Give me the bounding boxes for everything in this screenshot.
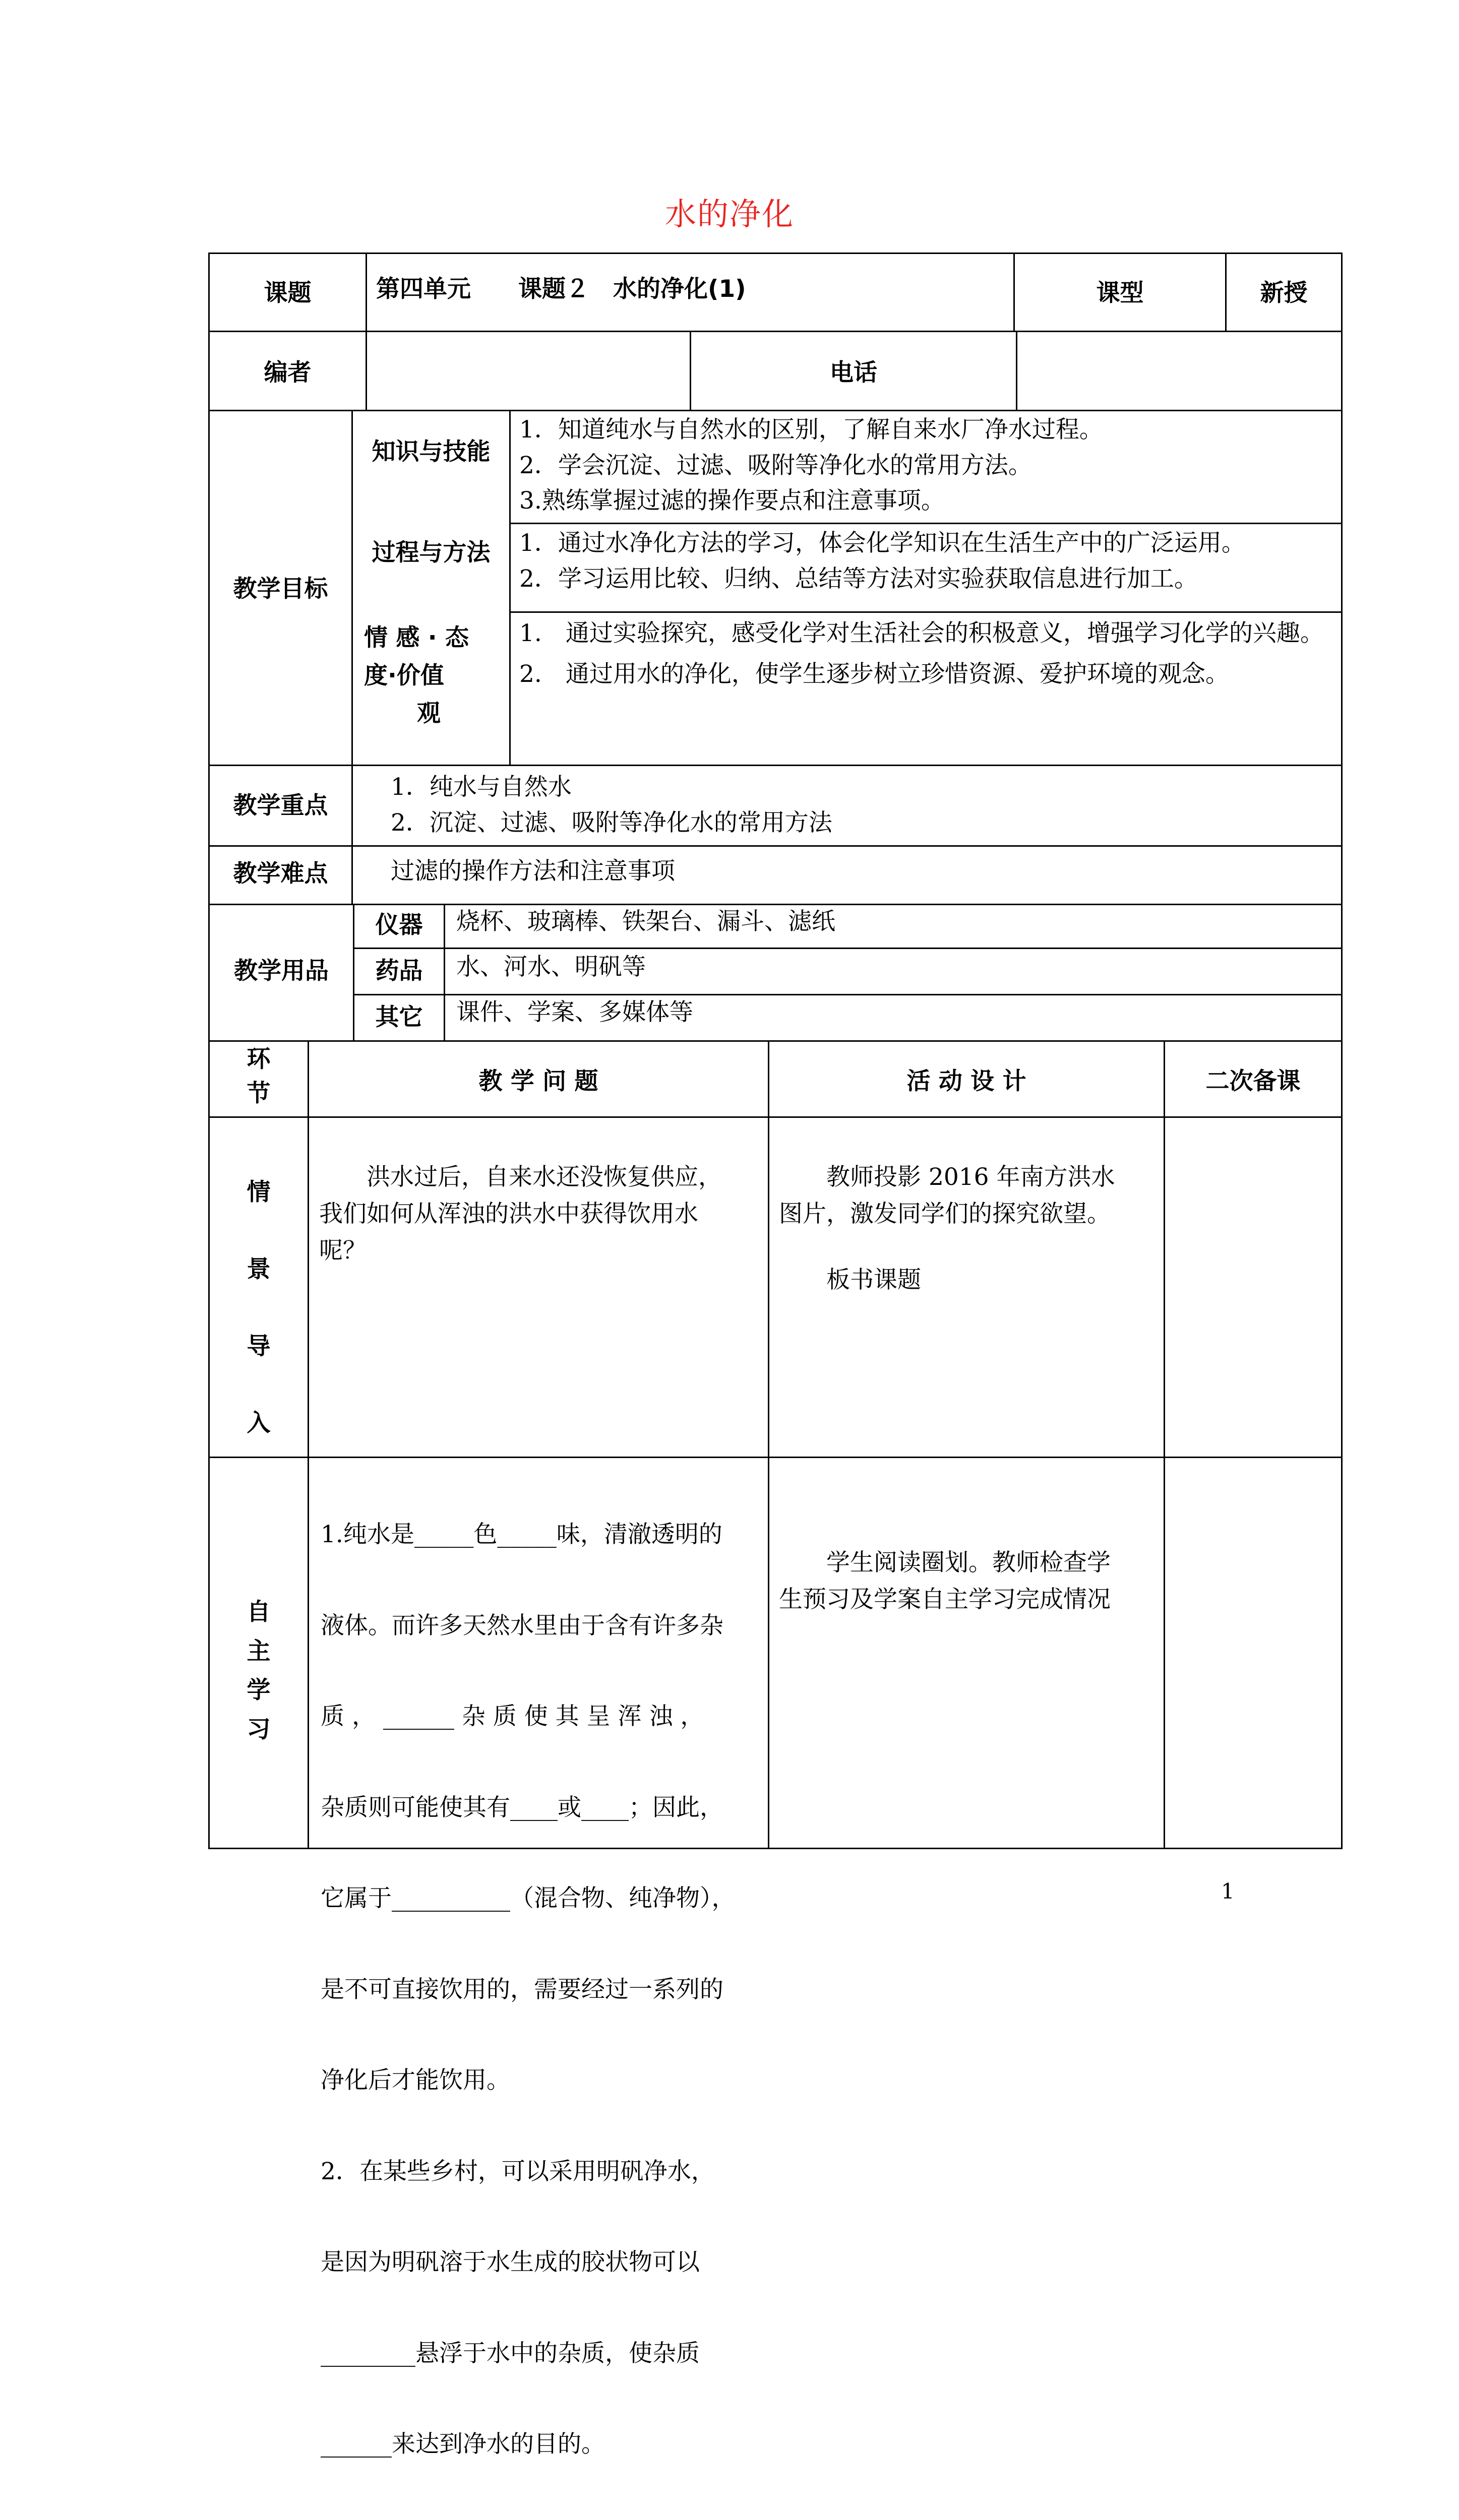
stage-char: 入 [247, 1409, 271, 1437]
table-border [208, 253, 1343, 254]
reagents-value: 水、河水、明矾等 [456, 953, 646, 981]
phone-label: 电话 [830, 359, 877, 387]
difficulty-label: 教学难点 [233, 860, 328, 888]
knowledge-label-text: 知识与技能 [372, 438, 491, 466]
list-item: 1. 通过实验探究，感受化学对生活社会的积极意义，增强学习化学的兴趣。 [519, 619, 1324, 647]
notes-header: 二次备课 [1205, 1067, 1301, 1095]
stage-header-line: 环 [247, 1045, 271, 1073]
text-line: 板书课题 [826, 1266, 921, 1294]
type-label: 课型 [1096, 279, 1144, 307]
text-line: 液体。而许多天然水里由于含有许多杂 [321, 1611, 723, 1640]
stage-char: 主 [247, 1637, 271, 1665]
process-label [371, 530, 492, 575]
type-value: 新授 [1260, 279, 1308, 307]
table-border [308, 1040, 309, 1849]
intro-stage-label [210, 1154, 308, 1462]
text-line: 生预习及学案自主学习完成情况 [779, 1585, 1111, 1613]
topic-value: 第四单元 课题２ 水的净化(1) [376, 275, 746, 303]
list-item: 1．纯水与自然水 [391, 773, 572, 801]
stage-char: 情 [247, 1178, 271, 1206]
list-item: 1．知道纯水与自然水的区别，了解自来水厂净水过程。 [519, 416, 1103, 444]
list-item: 2．学会沉淀、过滤、吸附等净化水的常用方法。 [519, 451, 1032, 479]
key-points-items [391, 770, 832, 841]
other-value: 课件、学案、多媒体等 [456, 998, 693, 1026]
table-border [208, 1040, 1343, 1042]
table-border [208, 1116, 1343, 1118]
text-line: 2．在某些乡村，可以采用明矾净水， [321, 2157, 715, 2185]
emotion-label-line: 度·价值 [364, 662, 444, 690]
text-line: 我们如何从浑浊的洪水中获得饮用水 [319, 1200, 698, 1228]
author-label: 编者 [264, 359, 312, 387]
difficulty-text: 过滤的操作方法和注意事项 [391, 857, 675, 885]
text-line: 净化后才能饮用。 [321, 2066, 510, 2095]
list-item: 1．通过水净化方法的学习，体会化学知识在生活生产中的广泛运用。 [519, 529, 1245, 557]
stage-char: 导 [247, 1332, 271, 1360]
supplies-label: 教学用品 [234, 957, 329, 985]
emotion-label [364, 619, 504, 733]
reagents-label: 药品 [375, 957, 423, 985]
text-line: ________悬浮于水中的杂质，使杂质 [321, 2339, 700, 2367]
text-line: 质 ， ______ 杂 质 使 其 呈 浑 浊 ， [321, 1703, 704, 1731]
table-border [1341, 253, 1343, 1849]
text-line: 图片，激发同学们的探究欲望。 [779, 1200, 1111, 1228]
intro-problem [319, 1159, 763, 1270]
problem-header: 教 学 问 题 [478, 1067, 598, 1095]
table-border [1016, 331, 1017, 410]
table-border [208, 410, 1343, 411]
text-line: 杂质则可能使其有____或____；因此， [321, 1793, 723, 1821]
activity-header: 活 动 设 计 [906, 1067, 1026, 1095]
table-border [353, 948, 1343, 949]
self-study-stage-label [210, 1593, 308, 1749]
page-title: 水的净化 [664, 196, 794, 232]
emotion-label-line: 情 感 · 态 [364, 624, 469, 652]
table-border [509, 410, 511, 765]
stage-char: 自 [247, 1598, 271, 1626]
self-study-problem [321, 1459, 764, 2520]
text-line: 学生阅读圈划。教师检查学 [826, 1549, 1111, 1577]
text-line: 呢？ [319, 1236, 367, 1265]
text-line: 教师投影 2016 年南方洪水 [826, 1163, 1115, 1191]
stage-header [210, 1042, 308, 1111]
text-line: 是因为明矾溶于水生成的胶状物可以 [321, 2248, 700, 2277]
table-border [511, 611, 1343, 613]
table-border [768, 1040, 769, 1849]
list-item: 2．学习运用比较、归纳、总结等方法对实验获取信息进行加工。 [519, 564, 1198, 593]
knowledge-items [519, 412, 1336, 519]
instruments-value: 烧杯、玻璃棒、铁架台、漏斗、滤纸 [456, 908, 835, 935]
list-item: 2．沉淀、过滤、吸附等净化水的常用方法 [391, 808, 832, 837]
table-border [1164, 1040, 1165, 1849]
stage-char: 学 [247, 1676, 271, 1705]
table-border [208, 765, 1343, 766]
goals-label: 教学目标 [233, 575, 328, 603]
page-number: 1 [1221, 1879, 1235, 1904]
key-points-label: 教学重点 [233, 792, 328, 820]
table-border [351, 765, 353, 904]
other-label: 其它 [375, 1003, 423, 1031]
knowledge-label [371, 429, 492, 474]
table-border [366, 253, 367, 410]
instruments-label: 仪器 [375, 911, 423, 939]
self-study-activity [779, 1545, 1162, 1618]
emotion-label-line: 观 [417, 700, 441, 728]
text-line: 洪水过后，自来水还没恢复供应， [367, 1163, 722, 1191]
stage-char: 景 [247, 1255, 271, 1283]
table-border [208, 1457, 1343, 1458]
list-item: 3.熟练掌握过滤的操作要点和注意事项。 [519, 487, 945, 515]
emotion-items [519, 616, 1333, 692]
table-border [351, 410, 353, 765]
table-border [208, 845, 1343, 847]
process-label-text: 过程与方法 [372, 539, 491, 566]
text-line: ______来达到净水的目的。 [321, 2430, 605, 2458]
text-line: 1.纯水是_____色_____味，清澈透明的 [321, 1521, 722, 1549]
stage-header-line: 节 [247, 1080, 271, 1108]
table-border [444, 904, 445, 1040]
text-line: 是不可直接饮用的，需要经过一系列的 [321, 1975, 723, 2003]
table-border [208, 331, 1343, 332]
stage-char: 习 [247, 1715, 271, 1743]
intro-activity [779, 1159, 1162, 1299]
process-items [519, 526, 1336, 597]
topic-label: 课题 [264, 279, 312, 307]
list-item: 2. 通过用水的净化，使学生逐步树立珍惜资源、爱护环境的观念。 [519, 660, 1229, 688]
text-line: 它属于__________（混合物、纯净物）， [321, 1884, 736, 1913]
table-border [511, 523, 1343, 524]
